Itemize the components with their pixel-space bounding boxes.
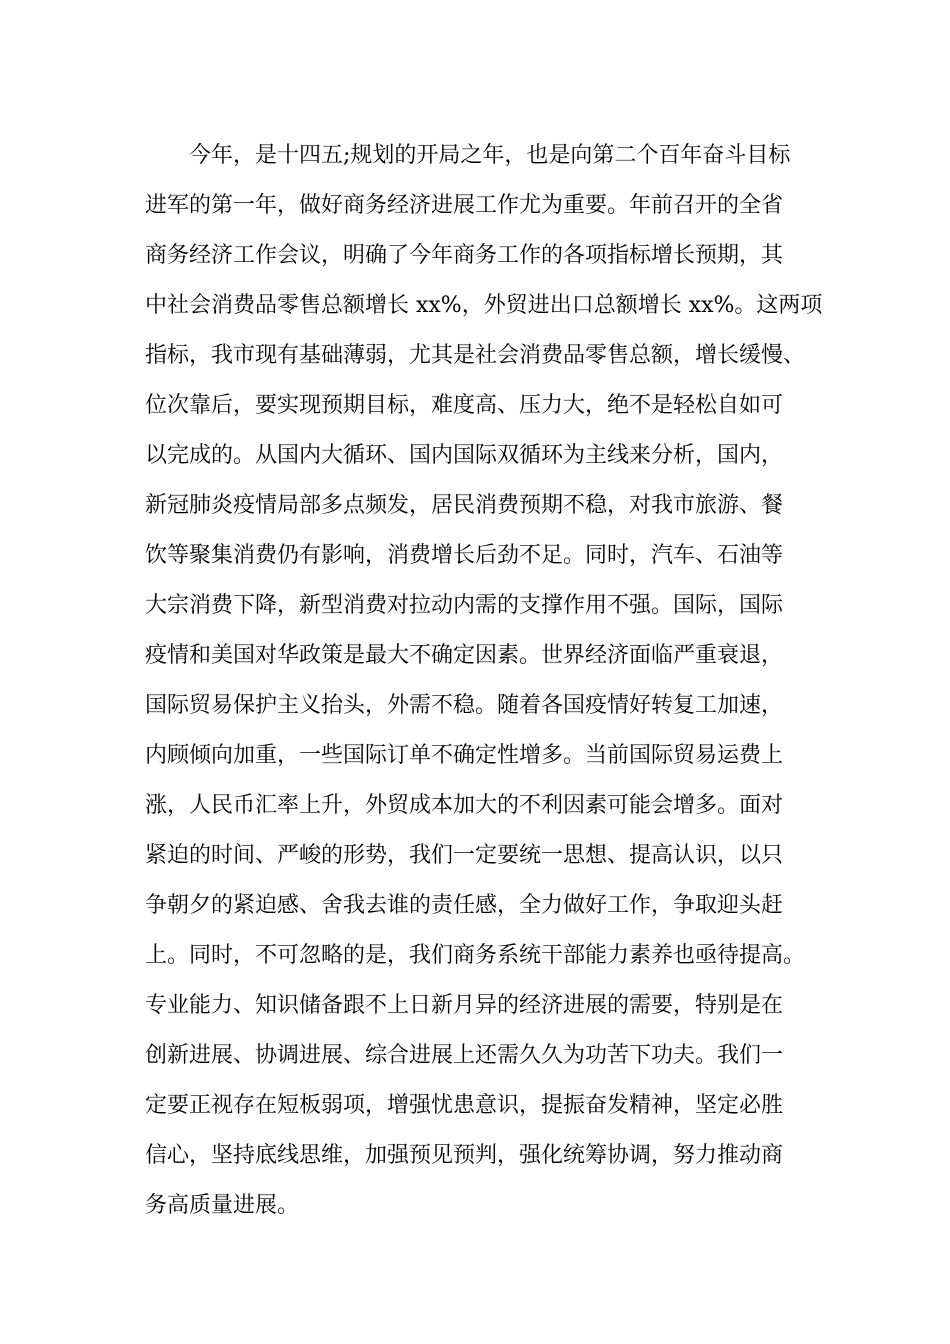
paragraph-line: 定要正视存在短板弱项，增强忧患意识，提振奋发精神，坚定必胜 <box>145 1093 784 1118</box>
paragraph-line: 国际贸易保护主义抬头，外需不稳。随着各国疫情好转复工加速， <box>145 693 784 718</box>
paragraph-line: 涨，人民币汇率上升，外贸成本加大的不利因素可能会增多。面对 <box>145 793 784 818</box>
paragraph-line: 内顾倾向加重，一些国际订单不确定性增多。当前国际贸易运费上 <box>145 743 784 768</box>
paragraph-line: 进军的第一年，做好商务经济进展工作尤为重要。年前召开的全省 <box>145 193 784 218</box>
paragraph-line: 饮等聚集消费仍有影响，消费增长后劲不足。同时，汽车、石油等 <box>145 543 784 568</box>
paragraph-line: 上。同时，不可忽略的是，我们商务系统干部能力素养也亟待提高。 <box>145 943 806 968</box>
paragraph-line: 信心，坚持底线思维，加强预见预判，强化统筹协调，努力推动商 <box>145 1143 784 1168</box>
body-paragraph <box>145 131 845 1231</box>
paragraph-line: 新冠肺炎疫情局部多点频发，居民消费预期不稳，对我市旅游、餐 <box>145 493 784 518</box>
paragraph-line: 争朝夕的紧迫感、舍我去谁的责任感，全力做好工作，争取迎头赶 <box>145 893 784 918</box>
paragraph-line: 指标，我市现有基础薄弱，尤其是社会消费品零售总额，增长缓慢、 <box>145 343 806 368</box>
paragraph-line: 今年，是十四五;规划的开局之年，也是向第二个百年奋斗目标 <box>189 143 791 168</box>
paragraph-line: 专业能力、知识储备跟不上日新月异的经济进展的需要，特别是在 <box>145 993 784 1018</box>
paragraph-line: 位次靠后，要实现预期目标，难度高、压力大，绝不是轻松自如可 <box>145 393 784 418</box>
paragraph-line: 大宗消费下降，新型消费对拉动内需的支撑作用不强。国际，国际 <box>145 593 784 618</box>
paragraph-line: 创新进展、协调进展、综合进展上还需久久为功苦下功夫。我们一 <box>145 1043 784 1068</box>
paragraph-line: 务高质量进展。 <box>145 1193 300 1218</box>
paragraph-line: 疫情和美国对华政策是最大不确定因素。世界经济面临严重衰退， <box>145 643 784 668</box>
paragraph-line: 中社会消费品零售总额增长 xx%，外贸进出口总额增长 xx%。这两项 <box>145 293 823 318</box>
paragraph-line: 以完成的。从国内大循环、国内国际双循环为主线来分析，国内， <box>145 443 784 468</box>
paragraph-line: 商务经济工作会议，明确了今年商务工作的各项指标增长预期，其 <box>145 243 784 268</box>
paragraph-line: 紧迫的时间、严峻的形势，我们一定要统一思想、提高认识，以只 <box>145 843 784 868</box>
